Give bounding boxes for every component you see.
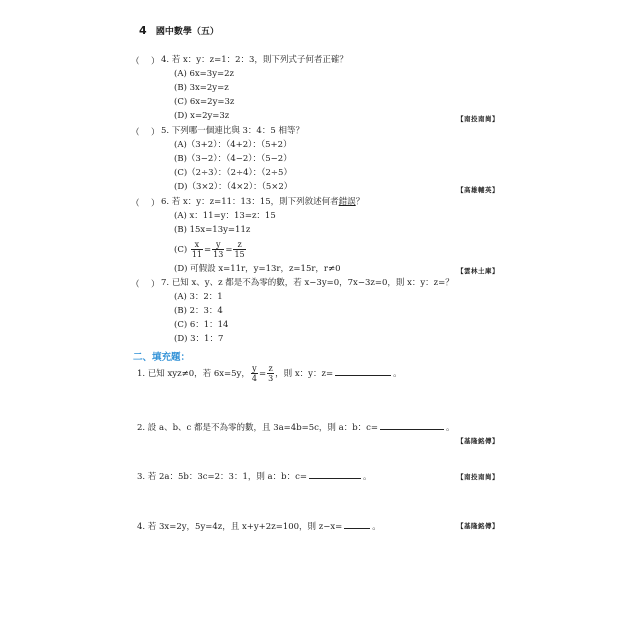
question-6-option-d: (D) 可假設 x=11r，y=13r，z=15r，r≠0: [174, 264, 341, 274]
question-6-stem-text: 6. 若 x：y：z=11：13：15，則下列敘述何者: [161, 197, 339, 207]
answer-blank[interactable]: [309, 469, 361, 479]
answer-paren-close: ）: [151, 57, 160, 67]
section-title: 二、填充題：: [133, 352, 191, 363]
fill-question-3-source-tag: 【南投南崗】: [457, 473, 499, 481]
question-6-stem-underlined: 錯誤: [338, 197, 356, 207]
question-6-stem-end: ？: [355, 197, 365, 207]
question-7-option-a: (A) 3：2：1: [174, 292, 223, 302]
fill-question-1: [137, 363, 402, 385]
fill-question-4: [137, 519, 381, 533]
denominator: 15: [234, 250, 245, 259]
fill-question-3: [137, 469, 371, 483]
question-6-option-c: [174, 240, 247, 260]
period: 。: [362, 472, 372, 482]
answer-blank[interactable]: [344, 519, 370, 529]
fraction: [191, 240, 203, 259]
fraction: [267, 364, 274, 383]
fill-question-1-text-end: ，則 x：y：z=: [275, 369, 334, 379]
numerator: y: [212, 240, 224, 250]
page-title: 國中數學（五）: [155, 27, 219, 37]
question-5-option-b: (B)（3−2）：（4−2）：（5−2）: [174, 154, 292, 164]
question-4-option-c: (C) 6x=2y=3z: [174, 97, 235, 107]
fill-question-2: [137, 420, 455, 434]
fill-question-1-text: 1. 已知 xyz≠0，若 6x=5y，: [137, 369, 250, 379]
denominator: 13: [213, 250, 224, 259]
question-4-option-b: (B) 3x=2y=z: [174, 83, 229, 93]
question-4-stem: 4. 若 x：y：z=1：2：3，則下列式子何者正確？: [161, 55, 348, 65]
fill-question-2-source-tag: 【基隆銘傳】: [457, 437, 499, 445]
answer-blank[interactable]: [380, 420, 444, 430]
answer-paren-open: （: [131, 199, 140, 209]
question-6-stem: [161, 197, 364, 208]
period: 。: [446, 423, 455, 433]
question-5-option-c: (C)（2÷3）：（2÷4）：（2÷5）: [174, 168, 292, 178]
denominator: 3: [268, 374, 274, 383]
numerator: y: [252, 364, 257, 373]
numerator: z: [233, 240, 245, 250]
denominator: 11: [191, 250, 203, 259]
page-header: [139, 24, 219, 37]
question-6-option-a: (A) x：11=y：13=z：15: [174, 211, 276, 221]
period: 。: [372, 522, 381, 532]
fill-question-2-text: 2. 設 a、b、c 都是不為零的數，且 3a=4b=5c，則 a：b：c=: [137, 423, 379, 433]
question-5-source-tag: 【高雄輔英】: [457, 186, 499, 194]
equals-sign: =: [204, 245, 212, 255]
fill-question-4-text: 4. 若 3x=2y，5y=4z，且 x+y+2z=100，則 z−x=: [137, 522, 343, 532]
question-7-option-d: (D) 3：1：7: [174, 334, 224, 344]
fill-question-3-text: 3. 若 2a：5b：3c=2：3：1，則 a：b：c=: [137, 472, 307, 482]
answer-paren-open: （: [131, 57, 140, 67]
fill-question-4-source-tag: 【基隆銘傳】: [457, 522, 499, 530]
answer-blank[interactable]: [335, 366, 391, 376]
question-5-option-a: (A)（3+2）：（4+2）：（5+2）: [174, 140, 292, 150]
question-6-option-b: (B) 15x=13y=11z: [174, 225, 251, 235]
fraction: [233, 240, 245, 259]
answer-paren-close: ）: [151, 128, 160, 138]
fraction: [251, 364, 258, 383]
answer-paren-open: （: [131, 280, 140, 290]
question-7-option-b: (B) 2：3：4: [174, 306, 223, 316]
answer-paren-close: ）: [151, 280, 160, 290]
answer-paren-open: （: [131, 128, 140, 138]
question-7-stem: 7. 已知 x、y、z 都是不為零的數，若 x−3y=0，7x−3z=0，則 x：y：z=？: [161, 278, 454, 288]
numerator: z: [268, 364, 273, 373]
period: 。: [393, 369, 402, 379]
denominator: 4: [251, 374, 257, 383]
question-4-source-tag: 【南投南崗】: [457, 115, 499, 123]
numerator: x: [191, 240, 203, 250]
equals-sign: =: [258, 369, 267, 379]
question-6-source-tag: 【雲林土庫】: [457, 267, 499, 275]
page-number: 4: [139, 24, 147, 37]
question-7-option-c: (C) 6：1：14: [174, 320, 229, 330]
question-5-stem: 5. 下列哪一個連比與 3：4：5 相等？: [161, 126, 304, 136]
question-4-option-d: (D) x=2y=3z: [174, 111, 230, 121]
equals-sign: =: [225, 245, 233, 255]
option-label: (C): [174, 245, 188, 255]
answer-paren-close: ）: [151, 199, 160, 209]
fraction: [212, 240, 224, 259]
question-5-option-d: (D)（3×2）：（4×2）：（5×2）: [174, 182, 293, 192]
question-4-option-a: (A) 6x=3y=2z: [174, 69, 235, 79]
